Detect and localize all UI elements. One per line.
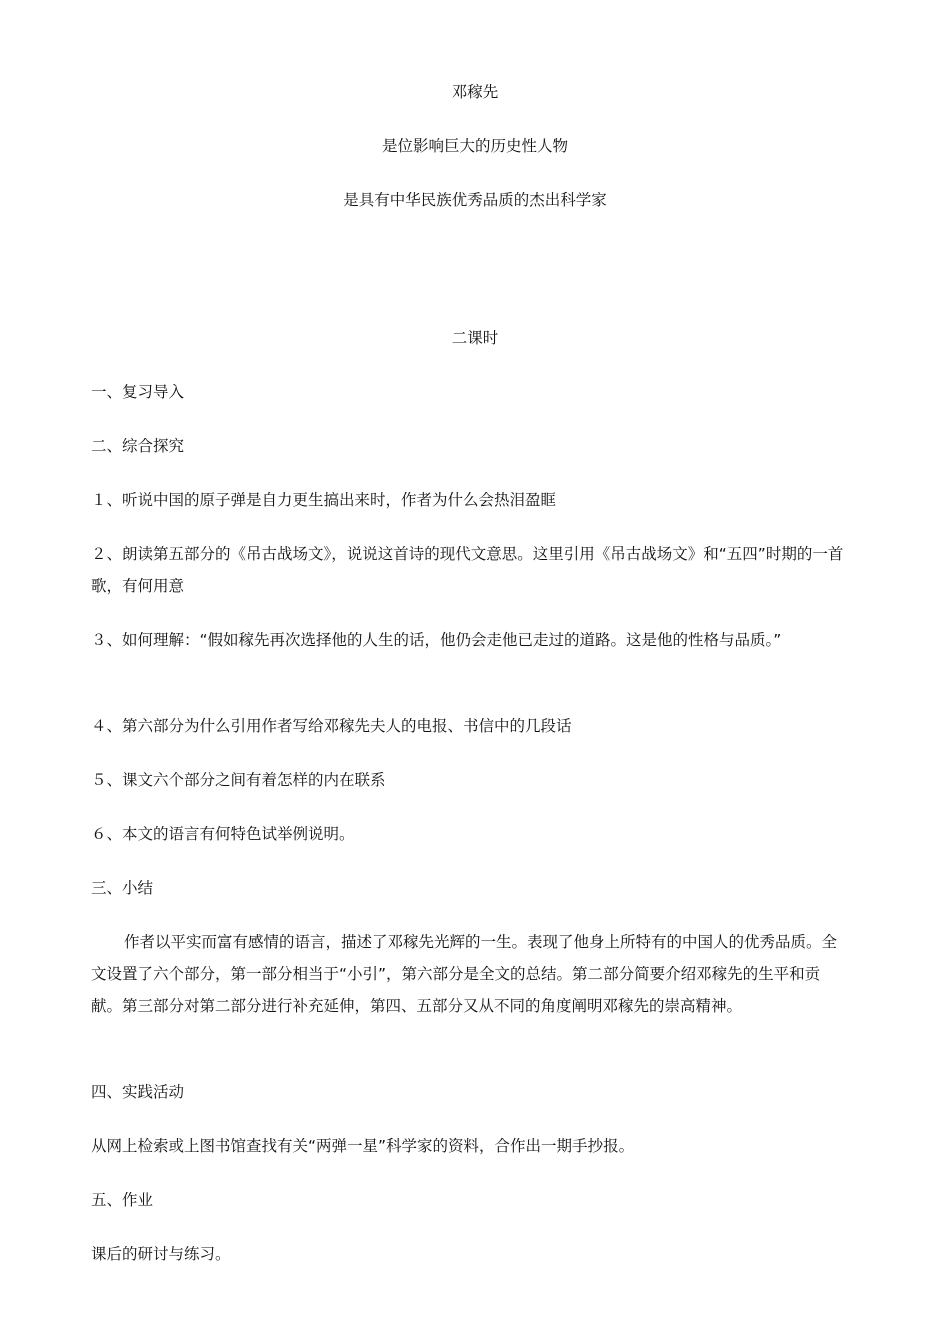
summary-paragraph: 作者以平实而富有感情的语言，描述了邓稼先光辉的一生。表现了他身上所特有的中国人的优秀品质。全文设置了六个部分，第一部分相当于“小引”，第六部分是全文的总结。第二部分简要介绍邓稼先的生平和贡献。第三部分对第二部分进行补充延伸，第四、五部分又从不同的角度阐明邓稼先的崇高精神。 xyxy=(91,933,838,1015)
lesson-heading: 二课时 xyxy=(451,329,499,347)
section-explore: 二、综合探究 xyxy=(91,437,185,455)
section-homework: 五、作业 xyxy=(91,1191,154,1209)
title-name: 邓稼先 xyxy=(451,83,499,101)
question-4: ４、第六部分为什么引用作者写给邓稼先夫人的电报、书信中的几段话 xyxy=(91,717,572,735)
title-subtitle-2: 是具有中华民族优秀品质的杰出科学家 xyxy=(343,191,607,209)
practice-activity: 从网上检索或上图书馆查找有关“两弹一星”科学家的资料，合作出一期手抄报。 xyxy=(91,1137,635,1155)
section-summary: 三、小结 xyxy=(91,879,154,897)
section-review: 一、复习导入 xyxy=(91,383,185,401)
question-6: ６、本文的语言有何特色试举例说明。 xyxy=(91,825,355,843)
question-3: ３、如何理解：“假如稼先再次选择他的人生的话，他仍会走他已走过的道路。这是他的性格与品质。” xyxy=(91,631,782,649)
homework-text: 课后的研讨与练习。 xyxy=(91,1245,231,1263)
question-2: ２、朗读第五部分的《吊古战场文》，说说这首诗的现代文意思。这里引用《吊古战场文》和“五四”时期的一首歌，有何用意 xyxy=(91,545,844,595)
question-5: ５、课文六个部分之间有着怎样的内在联系 xyxy=(91,771,386,789)
question-1: １、听说中国的原子弹是自力更生搞出来时，作者为什么会热泪盈眶 xyxy=(91,491,557,509)
section-practice: 四、实践活动 xyxy=(91,1083,185,1101)
title-subtitle-1: 是位影响巨大的历史性人物 xyxy=(381,137,568,155)
